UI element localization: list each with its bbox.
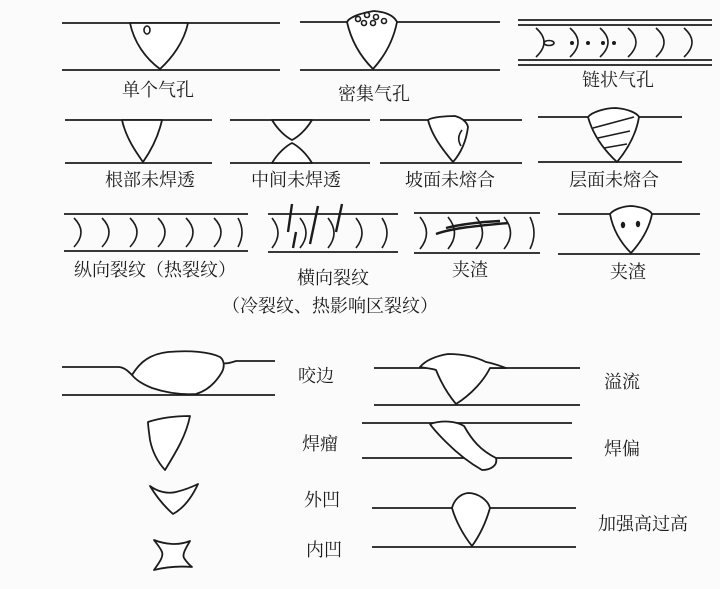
transverse-crack-figure: [268, 204, 398, 252]
label-transverse-crack: 横向裂纹: [297, 268, 369, 289]
single-pore-figure: [62, 23, 280, 70]
label-longitudinal-crack: 纵向裂纹（热裂纹）: [74, 260, 236, 281]
label-bevel-lack-fusion: 坡面未熔合: [405, 170, 495, 191]
label-undercut: 咬边: [298, 366, 334, 387]
label-chain-pores: 链状气孔: [582, 70, 654, 91]
slag-inclusion-a-figure: [414, 213, 540, 253]
longitudinal-crack-figure: [64, 214, 248, 251]
chain-pores-figure: [518, 20, 712, 65]
bevel-lack-fusion-figure: [380, 116, 522, 163]
middle-lack-penetration-figure: [230, 120, 370, 163]
label-transverse-crack-note: （冷裂纹、热影响区裂纹）: [222, 296, 438, 317]
label-misalignment: 焊偏: [604, 439, 640, 460]
root-lack-penetration-figure: [65, 120, 212, 163]
label-excess-reinforcement: 加强高过高: [598, 514, 688, 535]
label-internal-concave: 内凹: [306, 540, 342, 561]
label-overflow: 溢流: [604, 372, 640, 393]
misalignment-figure: [362, 422, 572, 470]
label-slag-inclusion-a: 夹渣: [452, 260, 488, 281]
label-root-lack-penetration: 根部未焊透: [105, 170, 195, 191]
slag-inclusion-b-figure: [558, 206, 700, 254]
interlayer-lack-fusion-figure: [538, 108, 682, 162]
weld-bead-figure: [148, 416, 190, 470]
label-dense-pores: 密集气孔: [338, 84, 410, 105]
label-external-concave: 外凹: [304, 490, 340, 511]
overflow-figure: [374, 354, 580, 405]
label-slag-inclusion-b: 夹渣: [610, 262, 646, 283]
dense-pores-figure: [300, 11, 500, 70]
label-single-pore: 单个气孔: [122, 80, 194, 101]
label-weld-bead: 焊瘤: [302, 434, 338, 455]
label-middle-lack-penetration: 中间未焊透: [251, 170, 341, 191]
excess-reinforcement-figure: [372, 493, 576, 547]
internal-concave-figure: [154, 540, 192, 570]
external-concave-figure: [150, 484, 198, 514]
label-interlayer-lack-fusion: 层面未熔合: [569, 170, 659, 191]
undercut-figure: [62, 351, 275, 395]
